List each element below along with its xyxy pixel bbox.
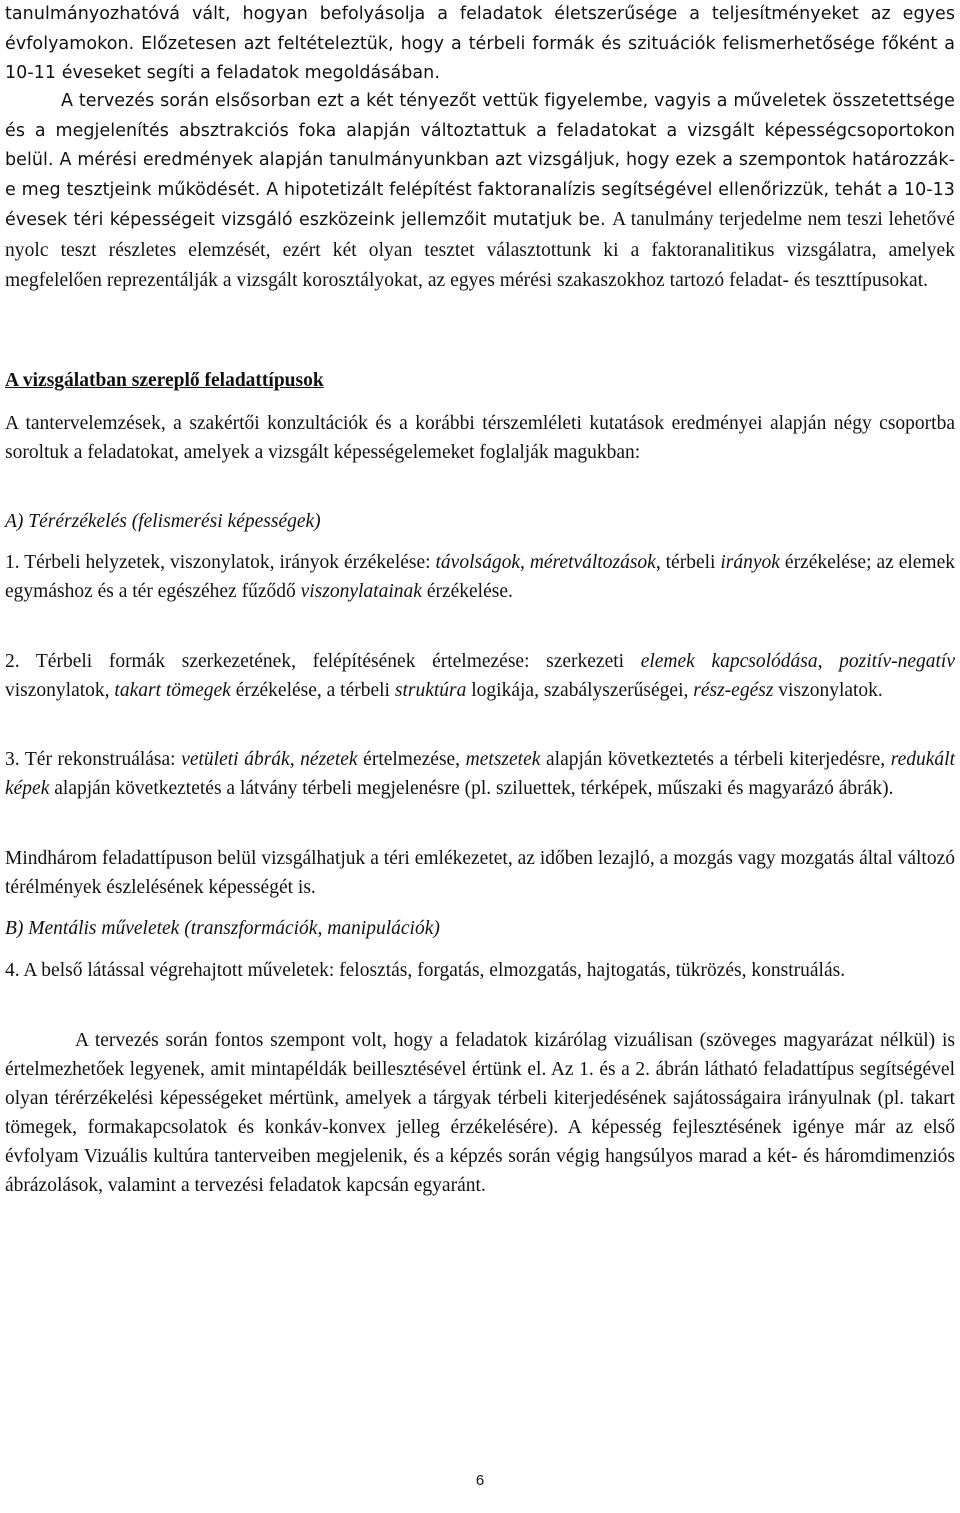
- design-sentence-c: A hipotetizált felépítést faktoranalízis segítségével ellenőrizzük, tehát a 10-13 évesek téri képességeit vizsgáló eszközeink jellemzőit mutatjuk be.: [5, 179, 955, 230]
- item-1-emph: méretváltozások: [529, 552, 656, 573]
- section-b-title-text: B) Mentális műveletek (transzformációk, manipulációk): [5, 918, 440, 939]
- item-3-text: alapján következtetés a térbeli kiterjedésre,: [540, 749, 891, 770]
- design-sentence-b: A mérési eredmények alapján tanulmányunkban azt vizsgáljuk, hogy ezek a szempontok határozzák-e meg tesztjeink működését.: [5, 150, 955, 200]
- item-3-emph: vetületi ábrák, nézetek: [181, 749, 358, 770]
- item-4-text: 4. A belső látással végrehajtott műveletek: felosztás, forgatás, elmozgatás, hajtogatás, tükrözés, konstruálás.: [5, 960, 846, 981]
- item-3: [5, 745, 955, 803]
- task-types-intro: [5, 409, 955, 467]
- item-2-text: viszonylatok.: [773, 680, 883, 701]
- item-2-emph: struktúra: [394, 680, 467, 701]
- item-2-emph: elemek kapcsolódása: [640, 651, 818, 672]
- intro-line: tanulmányozhatóvá vált, hogyan befolyásolja a feladatok életszerűsége a teljesítményeket az egyes évfolyamokon.: [5, 4, 955, 54]
- memory-paragraph-text: Mindhárom feladattípuson belül vizsgálhatjuk a téri emlékezetet, az időben lezajló, a mozgás vagy mozgatás által változó térélmények észlelésének képességét is.: [5, 848, 955, 898]
- closing-paragraph: [5, 1026, 955, 1200]
- intro-paragraph: [5, 0, 955, 89]
- item-1-text: 1. Térbeli helyzetek, viszonylatok, irányok érzékelése:: [5, 552, 436, 573]
- item-1-text: érzékelése; az elemek egymáshoz és a tér egészéhez fűződő: [5, 552, 956, 602]
- section-a-title: [5, 507, 955, 536]
- item-3-text: alapján következtetés a látvány térbeli megjelenésre (pl. sziluettek, térképek, műszaki és magyarázó ábrák).: [49, 778, 894, 799]
- item-2-emph: pozitív-negatív: [839, 651, 955, 672]
- item-2-text: érzékelése, a térbeli: [230, 680, 395, 701]
- item-1: [5, 548, 955, 606]
- design-sentence-d: A tanulmány terjedelme nem teszi lehetővé nyolc teszt részletes elemzését, ezért két olyan tesztet választottunk ki a faktoranalitikus vizsgálatra, amelyek megfelelően reprezentálják a vizsgált korosztályokat, az egyes mérési szakaszokhoz tartozó feladat- és teszttípusokat.: [5, 209, 955, 291]
- item-1-text: érzékelése.: [421, 581, 513, 602]
- section-heading: [5, 366, 955, 395]
- memory-paragraph: [5, 844, 955, 902]
- item-1-emph: viszonylatainak: [300, 581, 422, 602]
- item-2-text: 2. Térbeli formák szerkezetének, felépítésének értelmezése: szerkezeti: [5, 651, 641, 672]
- item-4: [5, 956, 955, 985]
- item-3-emph: redukált képek: [5, 749, 956, 799]
- item-2-text: ,: [817, 651, 840, 672]
- item-3-text: értelmezése,: [357, 749, 466, 770]
- item-2-text: viszonylatok,: [5, 680, 115, 701]
- section-b-title: [5, 914, 955, 943]
- item-1-emph: irányok: [720, 552, 780, 573]
- section-heading-text: A vizsgálatban szereplő feladattípusok: [5, 370, 324, 391]
- item-1-text: ,: [519, 552, 530, 573]
- design-sentence-a: A tervezés során elsősorban ezt a két tényezőt vettük figyelembe, vagyis a műveletek összetettsége és a megjelenítés absztrakciós foka alapján változtattuk a feladatokat a vizsgált képességcsoportokon belül.: [5, 91, 955, 170]
- closing-paragraph-text: A tervezés során fontos szempont volt, hogy a feladatok kizárólag vizuálisan (szöveges magyarázat nélkül) is értelmezhetőek legyenek, amit mintapéldák beillesztésével értünk el. Az 1. és a 2. ábrán látható feladattípus segítségével olyan térérzékelési képességeket mértünk, amelyek a tárgyak térbeli kiterjedésének sajátosságaira irányulnak (pl. takart tömegek, formakapcsolatok és konkáv-konvex jelleg érzékelésére). A képesség fejlesztésének igénye már az első évfolyam Vizuális kultúra tanterveiben megjelenik, és a képzés során végig hangsúlyos marad a két- és háromdimenziós ábrázolások, valamint a tervezési feladatok kapcsán egyaránt.: [5, 1030, 955, 1196]
- item-3-text: 3. Tér rekonstruálása:: [5, 749, 182, 770]
- design-paragraph: [5, 87, 955, 297]
- task-types-intro-text: A tantervelemzések, a szakértői konzultációk és a korábbi térszemléleti kutatások eredményei alapján négy csoportba soroltuk a feladatokat, amelyek a vizsgált képességelemeket foglalják magukban:: [5, 413, 955, 463]
- section-a-title-text: A) Térérzékelés (felismerési képességek): [5, 511, 321, 532]
- item-2-emph: rész-egész: [693, 680, 774, 701]
- item-2-emph: takart tömegek: [114, 680, 231, 701]
- item-1-text: , térbeli: [655, 552, 721, 573]
- item-3-emph: metszetek: [465, 749, 541, 770]
- item-2: [5, 647, 955, 705]
- item-2-text: logikája, szabályszerűségei,: [466, 680, 694, 701]
- page-number: 6: [475, 1472, 485, 1489]
- intro-sentence: Előzetesen azt feltételeztük, hogy a térbeli formák és szituációk felismerhetősége főként a 10-11 éveseket segíti a feladatok megoldásában.: [5, 33, 955, 83]
- item-1-emph: távolságok: [435, 552, 520, 573]
